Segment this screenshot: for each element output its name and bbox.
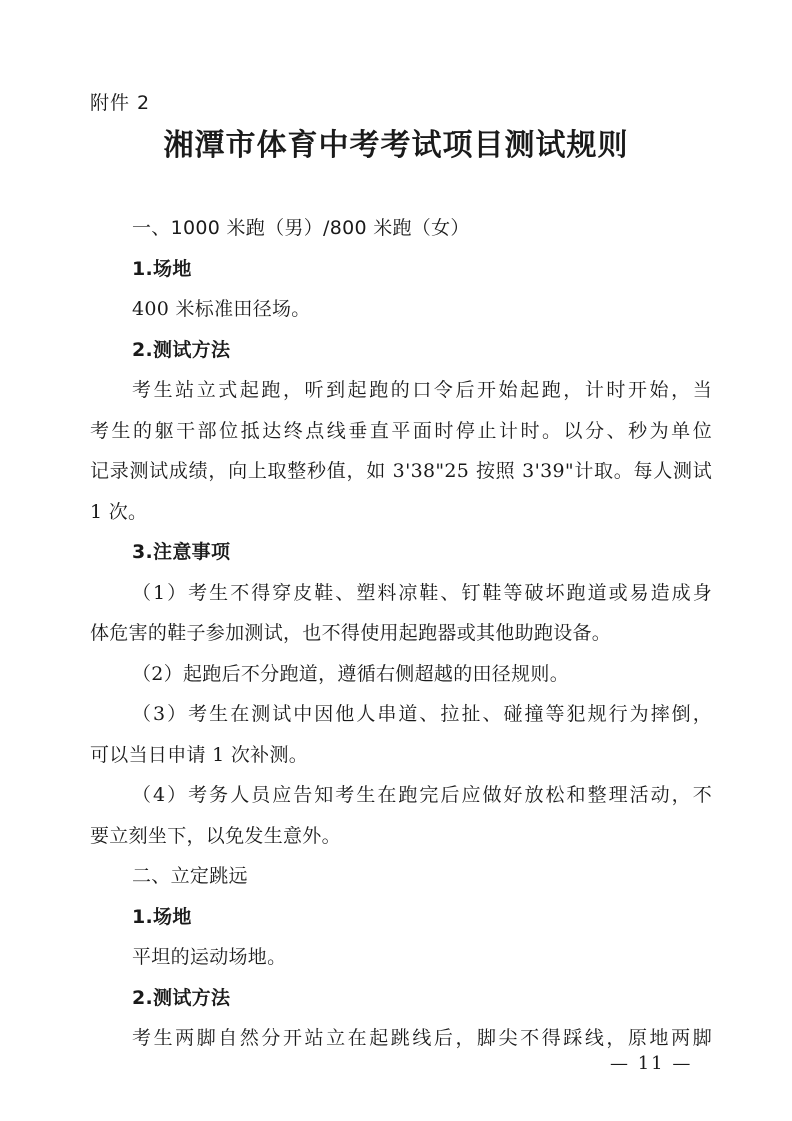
method-paragraph-line: 1 次。 [90, 500, 148, 523]
subheading-notes: 3.注意事项 [132, 541, 231, 563]
page-number: — 11 — [610, 1053, 693, 1074]
method-paragraph-line: 考生的躯干部位抵达终点线垂直平面时停止计时。以分、秒为单位 [90, 419, 712, 442]
venue-text: 平坦的运动场地。 [132, 946, 287, 968]
method-paragraph-line: 考生站立式起跑，听到起跑的口令后开始起跑，计时开始，当 [132, 379, 712, 401]
note-item-continuation: 可以当日申请 1 次补测。 [90, 743, 309, 766]
note-item-continuation: 要立刻坐下，以免发生意外。 [90, 824, 341, 847]
subheading-method: 2.测试方法 [132, 338, 231, 361]
attachment-label: 附件 2 [90, 92, 151, 114]
subheading-method: 2.测试方法 [132, 986, 231, 1009]
page-title: 湘潭市体育中考考试项目测试规则 [163, 128, 629, 163]
note-item: （3）考生在测试中因他人串道、拉扯、碰撞等犯规行为摔倒， [132, 703, 712, 725]
document-body [90, 208, 712, 1059]
note-item: （1）考生不得穿皮鞋、塑料凉鞋、钉鞋等破坏跑道或易造成身 [132, 581, 712, 604]
subheading-venue: 1.场地 [132, 905, 192, 928]
method-paragraph-line: 考生两脚自然分开站立在起跳线后，脚尖不得踩线，原地两脚 [132, 1027, 712, 1049]
venue-text: 400 米标准田径场。 [132, 298, 311, 320]
note-item: （4）考务人员应告知考生在跑完后应做好放松和整理活动，不 [132, 784, 712, 806]
note-item: （2）起跑后不分跑道，遵循右侧超越的田径规则。 [132, 662, 569, 685]
section-heading-standing-jump: 二、立定跳远 [132, 865, 248, 887]
method-paragraph-line: 记录测试成绩，向上取整秒值，如 3'38"25 按照 3'39"计取。每人测试 [90, 460, 712, 482]
section-heading-running: 一、1000 米跑（男）/800 米跑（女） [132, 217, 470, 239]
subheading-venue: 1.场地 [132, 257, 192, 280]
note-item-continuation: 体危害的鞋子参加测试，也不得使用起跑器或其他助跑设备。 [90, 622, 612, 644]
